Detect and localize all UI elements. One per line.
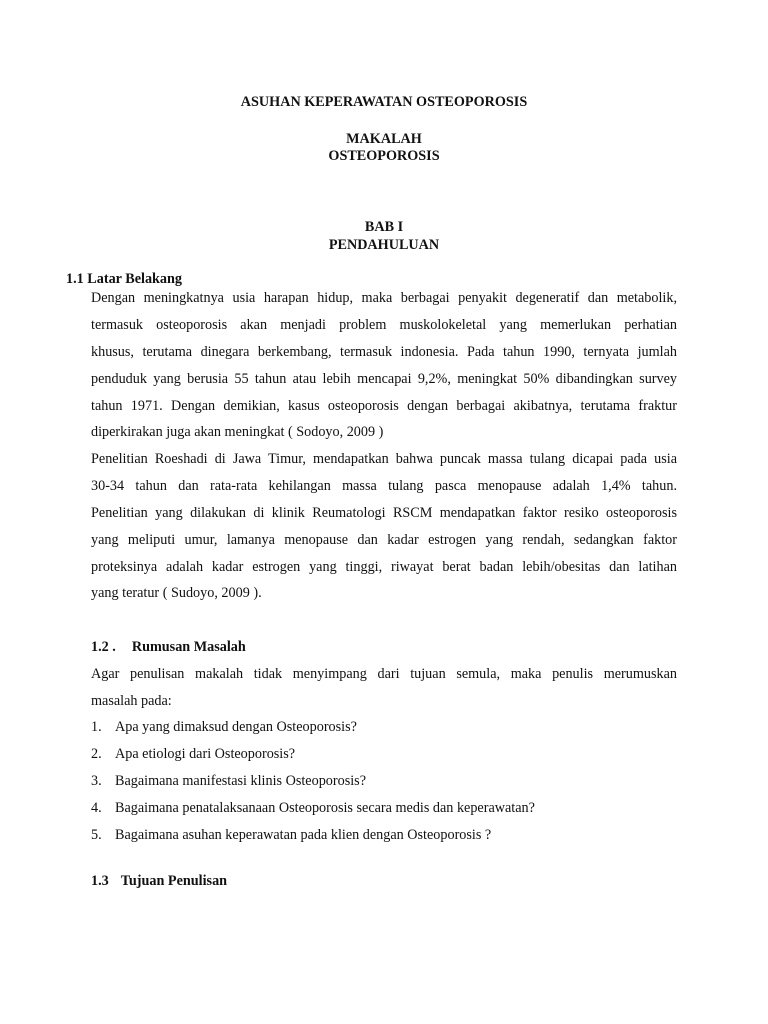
list-item-text: Apa yang dimaksud dengan Osteoporosis? [115, 719, 357, 735]
paragraph-line: Agar penulisan makalah tidak menyimpang dari tujuan semula, maka penulis merumuskan [91, 666, 677, 682]
section-1-2-number: 1.2 . [91, 639, 116, 655]
paragraph-line: masalah pada: [91, 693, 172, 709]
list-item-text: Bagaimana asuhan keperawatan pada klien dengan Osteoporosis ? [115, 827, 492, 843]
list-item-number: 2. [91, 746, 102, 762]
section-1-3-number: 1.3 [91, 873, 109, 889]
list-item-number: 5. [91, 827, 102, 843]
paragraph-line: proteksinya adalah kadar estrogen yang tinggi, riwayat berat badan lebih/obesitas dan latihan [91, 559, 677, 575]
list-item [91, 800, 535, 817]
list-item-number: 1. [91, 719, 102, 735]
paragraph-line: termasuk osteoporosis akan menjadi problem muskolokeletal yang memerlukan perhatian [91, 317, 677, 333]
section-1-1-heading: 1.1 Latar Belakang [66, 271, 183, 287]
paragraph-line: Penelitian Roeshadi di Jawa Timur, mendapatkan bahwa puncak massa tulang dicapai pada usia [91, 451, 677, 467]
chapter-label: BAB I [364, 219, 404, 235]
section-1-2-title: Rumusan Masalah [131, 639, 246, 655]
paragraph-line: diperkirakan juga akan meningkat ( Sodoyo, 2009 ) [91, 424, 384, 440]
list-item-text: Bagaimana manifestasi klinis Osteoporosis? [115, 773, 366, 789]
list-item [91, 746, 295, 763]
paragraph-line: Dengan meningkatnya usia harapan hidup, maka berbagai penyakit degeneratif dan metabolik, [91, 290, 677, 306]
list-item [91, 827, 491, 844]
section-1-3-title: Tujuan Penulisan [120, 873, 228, 889]
list-item [91, 773, 366, 790]
paragraph-line: yang meliputi umur, lamanya menopause dan kadar estrogen yang rendah, sedangkan faktor [91, 532, 677, 548]
section-1-3-heading [91, 873, 227, 890]
document-subtitle-topic: OSTEOPOROSIS [328, 148, 440, 164]
paragraph-line: 30-34 tahun dan rata-rata kehilangan massa tulang pasca menopause adalah 1,4% tahun. [91, 478, 677, 494]
list-item-text: Bagaimana penatalaksanaan Osteoporosis secara medis dan keperawatan? [115, 800, 535, 816]
paragraph-line: khusus, terutama dinegara berkembang, termasuk indonesia. Pada tahun 1990, ternyata jumlah [91, 344, 677, 360]
list-item-number: 3. [91, 773, 102, 789]
paragraph-line: penduduk yang berusia 55 tahun atau lebih mencapai 9,2%, meningkat 50% dibandingkan survey [91, 371, 677, 387]
list-item-text: Apa etiologi dari Osteoporosis? [115, 746, 296, 762]
paragraph-line: yang teratur ( Sudoyo, 2009 ). [91, 585, 262, 601]
paragraph-line: tahun 1971. Dengan demikian, kasus osteoporosis dengan berbagai akibatnya, terutama fraktur [91, 398, 677, 414]
list-item [91, 719, 357, 736]
section-1-2-heading [91, 639, 246, 656]
chapter-name: PENDAHULUAN [328, 237, 440, 253]
document-title: ASUHAN KEPERAWATAN OSTEOPOROSIS [240, 94, 528, 110]
document-subtitle-makalah: MAKALAH [346, 131, 422, 147]
paragraph-line: Penelitian yang dilakukan di klinik Reumatologi RSCM mendapatkan faktor resiko osteoporosis [91, 505, 677, 521]
list-item-number: 4. [91, 800, 102, 816]
